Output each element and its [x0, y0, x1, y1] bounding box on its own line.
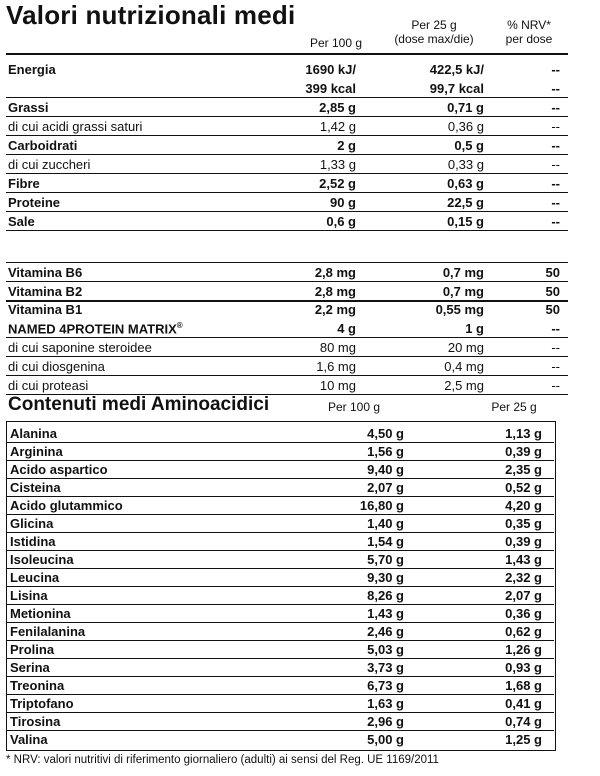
col-header-per25 — [384, 18, 484, 46]
value-per100: 9,40 g — [367, 462, 404, 477]
value-nrv: 50 — [545, 265, 560, 280]
table-row — [6, 604, 566, 622]
value-per100: 5,00 g — [367, 732, 404, 747]
value-per25: 20 mg — [447, 340, 484, 355]
col-header-per100-label: Per 100 g — [309, 36, 363, 50]
table-row — [6, 694, 566, 712]
amino-col-header-per25: Per 25 g — [491, 400, 537, 414]
table-row — [6, 155, 566, 174]
value-per25: 0,71 g — [447, 100, 484, 115]
row-name: Treonina — [10, 678, 65, 693]
table-row — [6, 712, 566, 730]
value-per25: 1 g — [465, 321, 484, 336]
value-per100: 9,30 g — [367, 570, 404, 585]
table-row — [6, 338, 566, 357]
nutrition-title: Valori nutrizionali medi — [6, 0, 296, 30]
energy-kj-25: 422,5 kJ/ — [429, 62, 484, 77]
table-row — [6, 676, 566, 694]
value-per100: 80 mg — [319, 340, 356, 355]
value-per25: 0,7 mg — [442, 284, 484, 299]
table-row — [6, 357, 566, 376]
row-name: Isoleucina — [10, 552, 74, 567]
row-name: Metionina — [10, 606, 71, 621]
row-name: di cui diosgenina — [8, 359, 105, 374]
value-per25: 1,68 g — [505, 678, 542, 693]
table-row — [6, 174, 566, 193]
row-name: Fenilalanina — [10, 624, 86, 639]
value-per100: 2 g — [337, 138, 356, 153]
amino-col-header-per100: Per 100 g — [327, 400, 381, 414]
table-row — [6, 282, 566, 301]
value-nrv: -- — [551, 359, 560, 374]
col-header-nrv-line2: per dose — [505, 32, 553, 46]
value-per25: 1,43 g — [505, 552, 542, 567]
value-per25: 0,55 mg — [435, 302, 484, 317]
row-divider — [6, 230, 568, 231]
table-row — [6, 496, 566, 514]
registered-mark: ® — [176, 321, 183, 330]
row-name: Vitamina B2 — [8, 284, 83, 299]
value-per100: 1,54 g — [367, 534, 404, 549]
value-per100: 90 g — [329, 195, 356, 210]
nutrient-row-energia-kcal — [6, 79, 566, 98]
value-per25: 0,15 g — [447, 214, 484, 229]
value-per100: 1,42 g — [319, 119, 356, 134]
value-per100: 2,96 g — [367, 714, 404, 729]
table-row — [6, 212, 566, 231]
col-header-nrv-line1: % NRV* — [507, 18, 551, 32]
col-header-per25-line2: (dose max/die) — [394, 32, 474, 46]
value-per100: 1,33 g — [319, 157, 356, 172]
value-nrv: -- — [551, 214, 560, 229]
table-row — [6, 117, 566, 136]
col-header-nrv — [494, 18, 564, 46]
value-per25: 0,36 g — [447, 119, 484, 134]
energy-kcal-100: 399 kcal — [305, 81, 356, 96]
amino-title: Contenuti medi Aminoacidici — [8, 394, 270, 415]
value-per100: 5,03 g — [367, 642, 404, 657]
value-nrv: -- — [551, 138, 560, 153]
row-name: di cui proteasi — [8, 378, 89, 393]
footnote: * NRV: valori nutritivi di riferimento giornaliero (adulti) ai sensi del Reg. UE 1169/2011 — [6, 754, 439, 766]
table-row — [6, 568, 566, 586]
value-nrv: -- — [551, 340, 560, 355]
value-per100: 10 mg — [319, 378, 356, 393]
value-per25: 0,39 g — [505, 534, 542, 549]
row-name: Proteine — [8, 195, 61, 210]
value-per25: 0,5 g — [454, 138, 484, 153]
table-row — [6, 532, 566, 550]
row-name: Sale — [8, 214, 35, 229]
row-name: NAMED 4PROTEIN MATRIX® — [8, 321, 183, 337]
value-per100: 2,52 g — [319, 176, 356, 191]
value-nrv: -- — [551, 321, 560, 336]
table-row — [6, 586, 566, 604]
energy-kj-100: 1690 kJ/ — [305, 62, 356, 77]
vitamin-b1-underline — [6, 300, 568, 302]
value-per25: 2,5 mg — [444, 378, 484, 393]
row-name: Triptofano — [10, 696, 74, 711]
value-nrv: -- — [551, 176, 560, 191]
value-per25: 0,33 g — [447, 157, 484, 172]
row-name: Prolina — [10, 642, 55, 657]
row-name: di cui saponine steroidee — [8, 340, 152, 355]
value-per25: 0,7 mg — [442, 265, 484, 280]
value-per100: 2,46 g — [367, 624, 404, 639]
energy-nrv: -- — [551, 62, 560, 77]
value-per25: 2,32 g — [505, 570, 542, 585]
header-divider — [6, 53, 568, 55]
value-per100: 1,6 mg — [316, 359, 356, 374]
value-nrv: -- — [551, 157, 560, 172]
value-per100: 16,80 g — [359, 498, 404, 513]
value-nrv: -- — [551, 119, 560, 134]
table-row — [6, 478, 566, 496]
table-row — [6, 193, 566, 212]
table-row — [6, 263, 566, 282]
col-header-per25-line1: Per 25 g — [411, 18, 457, 32]
row-name: Alanina — [10, 426, 57, 441]
value-per100: 4 g — [337, 321, 356, 336]
row-name: Leucina — [10, 570, 60, 585]
value-per25: 2,07 g — [505, 588, 542, 603]
value-per100: 2,85 g — [319, 100, 356, 115]
value-per25: 0,93 g — [505, 660, 542, 675]
value-per100: 4,50 g — [367, 426, 404, 441]
value-nrv: -- — [551, 378, 560, 393]
nutrient-name: Energia — [8, 62, 56, 77]
table-row — [6, 550, 566, 568]
table-row — [6, 376, 566, 395]
value-per25: 0,36 g — [505, 606, 542, 621]
value-per25: 1,26 g — [505, 642, 542, 657]
row-name: Tirosina — [10, 714, 61, 729]
energy-kcal-25: 99,7 kcal — [429, 81, 484, 96]
value-per25: 0,41 g — [505, 696, 542, 711]
table-row — [6, 640, 566, 658]
table-row — [6, 514, 566, 532]
value-per25: 2,35 g — [505, 462, 542, 477]
nutrient-row-energia — [6, 60, 566, 79]
value-per100: 2,2 mg — [314, 302, 356, 317]
value-per25: 0,74 g — [505, 714, 542, 729]
value-per100: 1,63 g — [367, 696, 404, 711]
row-name: Serina — [10, 660, 50, 675]
value-per25: 0,52 g — [505, 480, 542, 495]
row-name: Lisina — [10, 588, 48, 603]
value-per100: 1,40 g — [367, 516, 404, 531]
value-per100: 3,73 g — [367, 660, 404, 675]
table-row — [6, 424, 566, 442]
value-per100: 6,73 g — [367, 678, 404, 693]
value-nrv: 50 — [545, 284, 560, 299]
value-per25: 0,4 mg — [444, 359, 484, 374]
value-per25: 22,5 g — [447, 195, 484, 210]
row-name: Fibre — [8, 176, 40, 191]
value-nrv: -- — [551, 195, 560, 210]
table-row — [6, 319, 566, 338]
table-row — [6, 300, 566, 319]
row-name: Cisteina — [10, 480, 61, 495]
value-per25: 0,62 g — [505, 624, 542, 639]
value-per100: 0,6 g — [326, 214, 356, 229]
table-row — [6, 658, 566, 676]
value-per25: 1,13 g — [505, 426, 542, 441]
value-per100: 2,07 g — [367, 480, 404, 495]
value-per25: 1,25 g — [505, 732, 542, 747]
row-name: di cui zuccheri — [8, 157, 91, 172]
value-per100: 8,26 g — [367, 588, 404, 603]
value-per25: 0,35 g — [505, 516, 542, 531]
row-name: Glicina — [10, 516, 54, 531]
value-nrv: 50 — [545, 302, 560, 317]
value-nrv: -- — [551, 100, 560, 115]
row-name: Arginina — [10, 444, 63, 459]
table-row — [6, 98, 566, 117]
value-per100: 2,8 mg — [314, 265, 356, 280]
col-header-per100 — [296, 36, 376, 50]
row-name: Istidina — [10, 534, 56, 549]
table-row — [6, 730, 566, 748]
row-name: Acido aspartico — [10, 462, 108, 477]
row-name: Acido glutammico — [10, 498, 123, 513]
value-per100: 1,43 g — [367, 606, 404, 621]
value-per25: 0,39 g — [505, 444, 542, 459]
value-per100: 2,8 mg — [314, 284, 356, 299]
row-name: Vitamina B1 — [8, 302, 83, 317]
row-name: Grassi — [8, 100, 49, 115]
table-row — [6, 460, 566, 478]
table-row — [6, 622, 566, 640]
table-row — [6, 442, 566, 460]
energy-nrv-kcal: -- — [551, 81, 560, 96]
row-name: Carboidrati — [8, 138, 78, 153]
table-row — [6, 136, 566, 155]
row-name: di cui acidi grassi saturi — [8, 119, 143, 134]
row-name: Valina — [10, 732, 48, 747]
value-per25: 4,20 g — [505, 498, 542, 513]
value-per100: 5,70 g — [367, 552, 404, 567]
row-name: Vitamina B6 — [8, 265, 83, 280]
value-per25: 0,63 g — [447, 176, 484, 191]
value-per100: 1,56 g — [367, 444, 404, 459]
